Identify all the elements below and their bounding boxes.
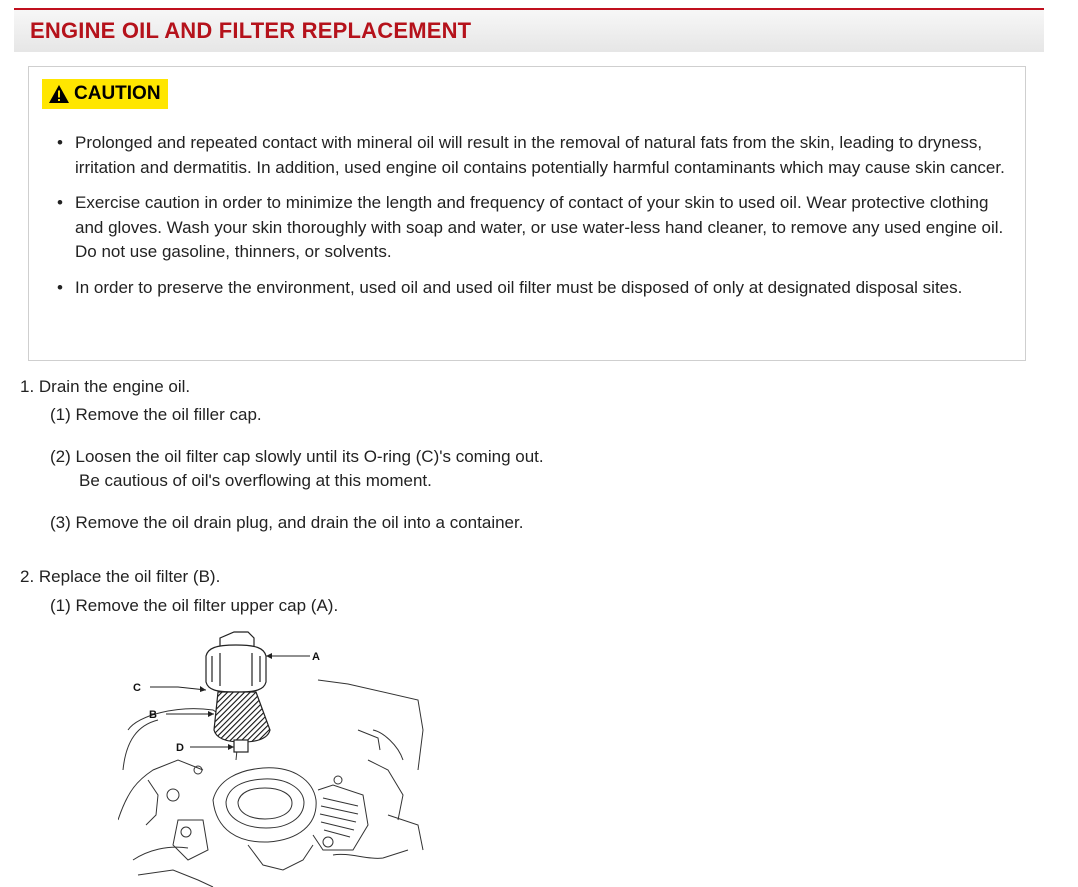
caution-item-text: In order to preserve the environment, used oil and used oil filter must be disposed of only at designated disposal sites. [75, 277, 963, 297]
caution-badge [42, 79, 168, 109]
step-1-2: (2) Loosen the oil filter cap slowly until its O-ring (C)'s coming out. [50, 447, 544, 466]
warning-triangle-icon [48, 84, 70, 104]
caution-item [57, 276, 1017, 301]
caution-item [57, 191, 1017, 265]
label-c: C [133, 682, 141, 694]
step-2: 2. Replace the oil filter (B). [20, 567, 221, 586]
label-a: A [312, 651, 320, 663]
caution-list [57, 131, 1017, 311]
page-title: ENGINE OIL AND FILTER REPLACEMENT [30, 18, 472, 43]
caution-item [57, 131, 1017, 180]
bullet: • [57, 193, 63, 212]
label-b: B [149, 709, 157, 721]
caution-item-text: Prolonged and repeated contact with mineral oil will result in the removal of natural fats from the skin, leading to dryness, irritation and dermatitis. In addition, used engine oil contains potentially harmful contaminants which may cause skin cancer. [75, 133, 1005, 177]
oil-filter-diagram [118, 620, 428, 887]
caution-label: CAUTION [74, 83, 161, 104]
caution-box [28, 66, 1026, 361]
step-1-2-note: Be cautious of oil's overflowing at this moment. [79, 471, 432, 490]
step-1-1: (1) Remove the oil filler cap. [50, 405, 262, 424]
label-d: D [176, 742, 184, 754]
section-header [14, 8, 1044, 52]
bullet: • [57, 133, 63, 152]
step-1: 1. Drain the engine oil. [20, 377, 191, 396]
caution-item-text: Exercise caution in order to minimize the length and frequency of contact of your skin to used oil. Wear protective clothing and gloves. Wash your skin thoroughly with soap and water, or use water-less hand cleaner, to remove any used engine oil. Do not use gasoline, thinners, or solvents. [75, 193, 1004, 261]
step-1-3: (3) Remove the oil drain plug, and drain the oil into a container. [50, 513, 524, 532]
step-2-1: (1) Remove the oil filter upper cap (A). [50, 596, 339, 615]
bullet: • [57, 277, 63, 297]
